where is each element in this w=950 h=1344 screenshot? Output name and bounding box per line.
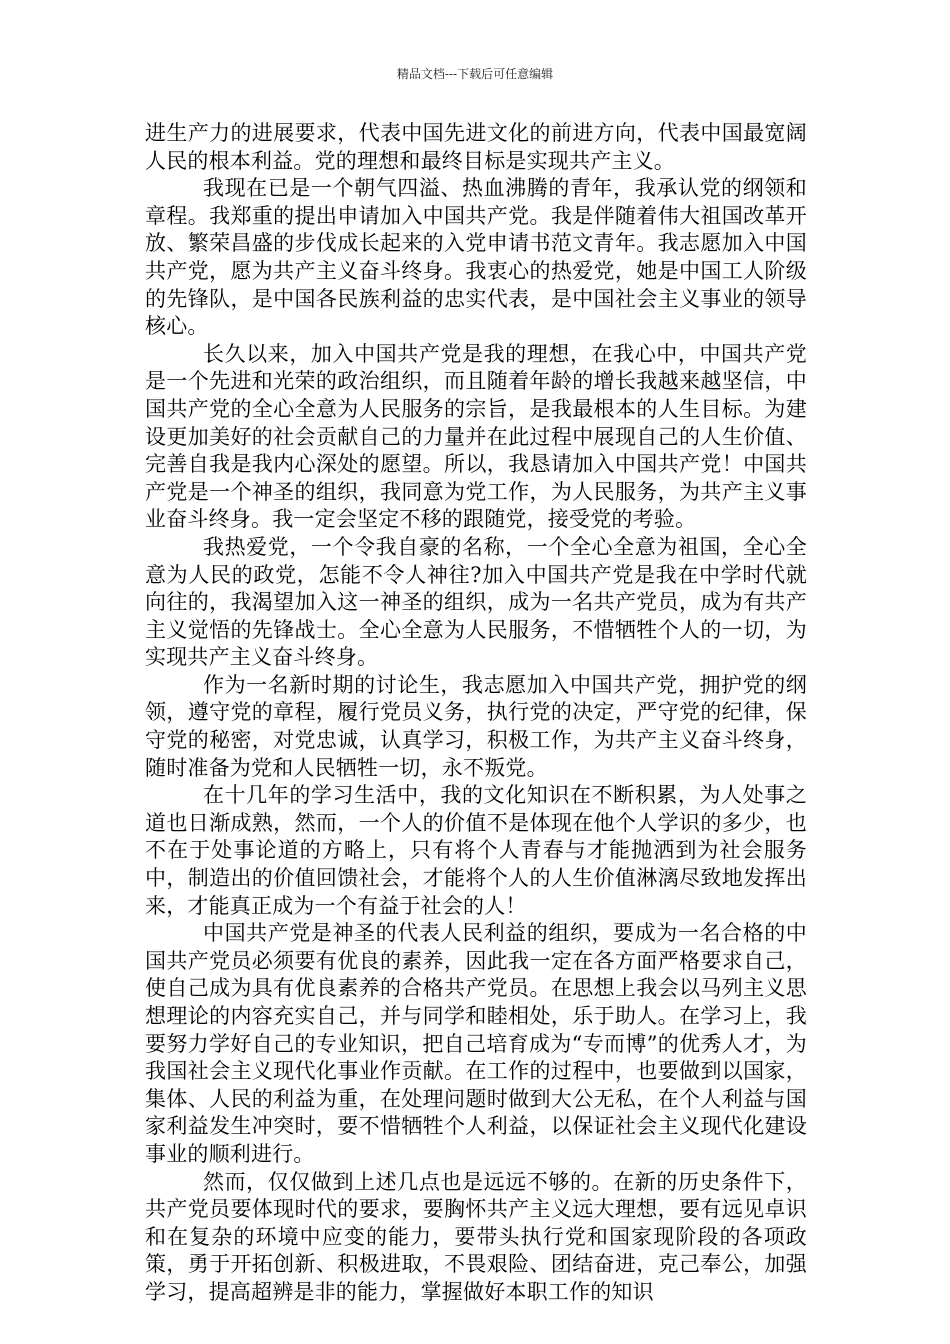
paragraph-8: 然而，仅仅做到上述几点也是远远不够的。在新的历史条件下，共产党员要体现时代的要求，要胸怀共产主义远大理想，要有远见卓识和在复杂的环境中应变的能力，要带头执行党和国家现阶段的各项政策，勇于开拓创新、积极进取，不畏艰险、团结奋进，克己奉公，加强学习，提高超辨是非的能力，掌握做好本职工作的知识 xyxy=(145,1169,807,1304)
paragraph-7: 中国共产党是神圣的代表人民利益的组织，要成为一名合格的中国共产党员必须要有优良的素养，因此我一定在各方面严格要求自己，使自己成为具有优良素养的合格共产党员。在思想上我会以马列主义思想理论的内容充实自己，并与同学和睦相处，乐于助人。在学习上，我要努力学好自己的专业知识，把自己培育成为“专而博”的优秀人才，为我国社会主义现代化事业作贡献。在工作的过程中，也要做到以国家，集体、人民的利益为重，在处理问题时做到大公无私，在个人利益与国家利益发生冲突时，要不惜牺牲个人利益，以保证社会主义现代化建设事业的顺利进行。 xyxy=(145,921,807,1166)
page-header-note: 精品文档---下载后可任意编辑 xyxy=(396,67,554,81)
document-body xyxy=(145,120,807,1307)
paragraph-3: 长久以来，加入中国共产党是我的理想，在我心中，中国共产党是一个先进和光荣的政治组织，而且随着年龄的增长我越来越坚信，中国共产党的全心全意为人民服务的宗旨，是我最根本的人生目标。为建设更加美好的社会贡献自己的力量并在此过程中展现自己的人生价值、完善自我是我内心深处的愿望。所以，我恳请加入中国共产党！中国共产党是一个神圣的组织，我同意为党工作，为人民服务，为共产主义事业奋斗终身。我一定会坚定不移的跟随党，接受党的考验。 xyxy=(145,341,807,532)
paragraph-2: 我现在已是一个朝气四溢、热血沸腾的青年，我承认党的纲领和章程。我郑重的提出申请加入中国共产党。我是伴随着伟大祖国改革开放、繁荣昌盛的步伐成长起来的入党申请书范文青年。我志愿加入中国共产党，愿为共产主义奋斗终身。我衷心的热爱党，她是中国工人阶级的先锋队，是中国各民族利益的忠实代表，是中国社会主义事业的领导核心。 xyxy=(145,176,807,339)
paragraph-5: 作为一名新时期的讨论生，我志愿加入中国共产党，拥护党的纲领，遵守党的章程，履行党员义务，执行党的决定，严守党的纪律，保守党的秘密，对党忠诚，认真学习，积极工作，为共产主义奋斗终身，随时准备为党和人民牺牲一切，永不叛党。 xyxy=(145,672,807,780)
paragraph-4: 我热爱党，一个令我自豪的名称，一个全心全意为祖国，全心全意为人民的政党，怎能不令人神往?加入中国共产党是我在中学时代就向往的，我渴望加入这一神圣的组织，成为一名共产党员，成为有共产主义觉悟的先锋战士。全心全意为人民服务，不惜牺牲个人的一切，为实现共产主义奋斗终身。 xyxy=(145,534,807,670)
paragraph-1: 进生产力的进展要求，代表中国先进文化的前进方向，代表中国最宽阔人民的根本利益。党的理想和最终目标是实现共产主义。 xyxy=(145,121,807,173)
paragraph-6: 在十几年的学习生活中，我的文化知识在不断积累，为人处事之道也日渐成熟，然而，一个人的价值不是体现在他个人学识的多少，也不在于处事论道的方略上，只有将个人青春与才能抛洒到为社会服务中，制造出的价值回馈社会，才能将个人的人生价值淋漓尽致地发挥出来，才能真正成为一个有益于社会的人！ xyxy=(145,783,807,918)
